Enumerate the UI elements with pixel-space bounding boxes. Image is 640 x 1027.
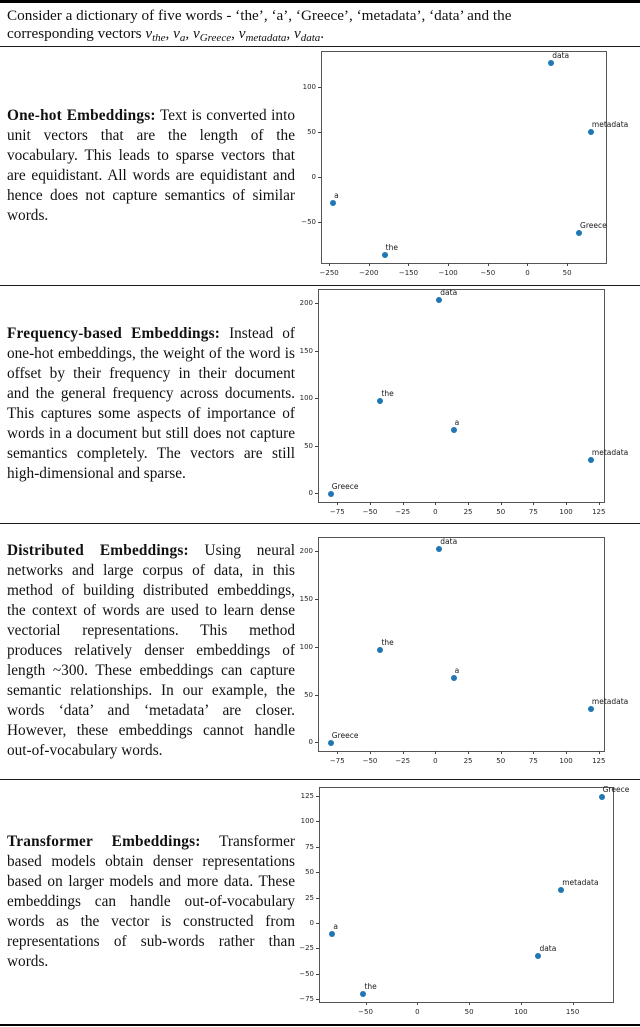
y-tick-label: 200 (299, 299, 313, 308)
x-tick-label: −50 (362, 757, 378, 765)
data-point-label-data: data (440, 288, 458, 298)
y-tick-mark (316, 872, 319, 873)
onehot-section-body: Text is converted into unit vectors that are the length of the vocabulary. This leads to sparse vectors that are equidistant. All words are equidistant and hence does not capture semantics of similar words. (7, 106, 295, 224)
data-point-label-metadata: metadata (591, 120, 629, 130)
scatter-plot-transformer (299, 785, 630, 1016)
x-tick-label: −100 (438, 269, 458, 277)
y-tick-label: 100 (299, 642, 313, 651)
y-tick-mark (318, 132, 321, 133)
distributed-paragraph (7, 541, 295, 761)
x-tick-mark (337, 751, 338, 754)
y-tick-mark (315, 303, 318, 304)
transformer-paragraph (7, 832, 295, 972)
x-tick-label: 125 (592, 508, 606, 516)
scatter-plot-onehot (301, 50, 629, 277)
vector-math-expression: vthe, va, vGreece, vmetadata, vdata. (145, 25, 325, 44)
x-tick-mark (468, 751, 469, 754)
frequency-section-body: Instead of one-hot embeddings, the weight of the word is offset by their frequency in their document and the general frequency across documents. This captures some aspects of importance of words in a document but still does not capture semantics completely. The vectors are still high-dimensional and sparse. (7, 325, 295, 482)
data-point-label-Greece: Greece (331, 731, 359, 741)
data-point-label-data: data (440, 536, 458, 546)
y-tick-mark (316, 847, 319, 848)
x-tick-mark (403, 502, 404, 505)
header-line-1: Consider a dictionary of five words - ‘the’, ‘a’, ‘Greece’, ‘metadata’, ‘data’ and the (7, 7, 512, 24)
data-point-label-metadata: metadata (591, 696, 629, 706)
x-tick-label: −250 (319, 269, 339, 277)
data-point-a (329, 931, 335, 937)
vector-subscript: the (152, 32, 166, 44)
vector-subscript: a (179, 32, 186, 44)
y-tick-mark (315, 398, 318, 399)
y-tick-label: 50 (304, 690, 313, 699)
data-point-label-the: the (381, 637, 394, 647)
x-tick-mark (435, 502, 436, 505)
frequency-section-title: Frequency-based Embeddings: (7, 325, 221, 342)
header-line-2-prefix: corresponding vectors (7, 25, 146, 42)
x-tick-label: 50 (496, 757, 506, 765)
transformer-text-block (0, 780, 302, 1023)
y-tick-mark (315, 551, 318, 552)
vector-symbol: v (145, 25, 153, 42)
header-text (0, 4, 640, 46)
y-tick-mark (316, 948, 319, 949)
x-tick-mark (435, 751, 436, 754)
x-tick-mark (566, 751, 567, 754)
data-point-label-a: a (454, 417, 460, 427)
vector-subscript: data (300, 32, 321, 44)
x-tick-mark (521, 1002, 522, 1005)
y-tick-label: 100 (300, 817, 314, 826)
y-tick-label: 75 (305, 842, 314, 851)
bottom-border (0, 1024, 640, 1026)
data-point-metadata (558, 887, 564, 893)
data-point-data (436, 297, 442, 303)
data-point-label-a: a (334, 190, 339, 200)
x-tick-mark (468, 502, 469, 505)
data-point-the (382, 252, 388, 258)
y-tick-mark (315, 446, 318, 447)
data-point-metadata (588, 129, 594, 135)
y-tick-label: −50 (299, 969, 314, 978)
data-point-Greece (328, 491, 334, 497)
vector-symbol: v (293, 25, 301, 42)
data-point-metadata (588, 457, 594, 463)
x-tick-mark (369, 263, 370, 266)
x-tick-label: 75 (528, 508, 538, 516)
x-tick-mark (501, 751, 502, 754)
data-point-Greece (599, 794, 605, 800)
x-tick-label: 0 (433, 508, 438, 516)
distributed-section-body: Using neural networks and large corpus of data, in this method of building distributed embeddings, the context of words are used to learn dense vectorial representations. This method produces relatively denser embeddings of length ~300. These embeddings can capture semantic relationships. In our example, the words ‘data’ and ‘metadata’ are closer. However, these embeddings cannot handle out-of-vocabulary words. (7, 542, 296, 759)
y-tick-label: −75 (299, 994, 314, 1003)
y-tick-label: 0 (309, 918, 314, 927)
x-tick-mark (533, 751, 534, 754)
x-tick-mark (599, 502, 600, 505)
x-tick-label: −75 (329, 757, 345, 765)
y-tick-mark (316, 796, 319, 797)
data-point-label-a: a (333, 922, 339, 932)
scatter-plot-distributed (299, 536, 629, 765)
y-tick-mark (315, 647, 318, 648)
x-tick-label: 0 (433, 757, 438, 765)
onehot-section-title: One-hot Embeddings: (7, 106, 156, 124)
vector-subscript: metadata (245, 32, 287, 44)
data-point-label-metadata: metadata (591, 448, 629, 458)
vector-subscript: Greece (199, 32, 232, 44)
y-tick-label: 200 (299, 547, 313, 556)
data-point-Greece (328, 740, 334, 746)
vector-symbol: v (173, 25, 180, 42)
data-point-data (535, 953, 541, 959)
data-point-label-data: data (539, 944, 557, 954)
y-tick-mark (316, 821, 319, 822)
x-tick-mark (370, 751, 371, 754)
x-tick-label: −75 (329, 508, 345, 516)
data-point-label-a: a (454, 666, 460, 676)
y-tick-label: −50 (301, 218, 316, 227)
data-point-the (360, 991, 366, 997)
x-tick-mark (408, 263, 409, 266)
y-tick-mark (316, 923, 319, 924)
data-point-the (377, 647, 383, 653)
y-tick-label: 50 (305, 868, 314, 877)
x-tick-label: −50 (358, 1008, 373, 1016)
x-tick-label: 50 (562, 269, 572, 277)
x-tick-mark (329, 263, 330, 266)
data-point-a (330, 200, 336, 206)
x-tick-mark (566, 502, 567, 505)
data-point-data (548, 60, 554, 66)
y-tick-label: −25 (299, 944, 314, 953)
y-tick-label: 50 (307, 128, 316, 137)
x-tick-mark (567, 263, 568, 266)
y-tick-label: 100 (299, 394, 313, 403)
x-tick-mark (501, 502, 502, 505)
x-tick-label: 25 (463, 757, 473, 765)
distributed-section-title: Distributed Embeddings: (7, 542, 189, 559)
x-tick-label: −25 (395, 757, 411, 765)
data-point-label-data: data (552, 50, 570, 60)
x-tick-label: 50 (464, 1008, 474, 1016)
y-tick-label: 0 (308, 489, 313, 498)
data-point-label-the: the (381, 389, 394, 399)
y-tick-mark (315, 742, 318, 743)
data-point-label-Greece: Greece (580, 221, 607, 231)
transformer-section-body: Transformer based models obtain denser representations based on larger models and more data. These embeddings can handle out-of-vocabulary words as the vector is constructed from representations of sub-words rather than words. (7, 832, 295, 970)
x-tick-label: 150 (565, 1008, 580, 1016)
y-tick-label: 50 (304, 441, 313, 450)
x-tick-mark (527, 263, 528, 266)
y-tick-mark (318, 222, 321, 223)
x-tick-label: −50 (480, 269, 496, 277)
x-tick-mark (403, 751, 404, 754)
frequency-paragraph (7, 324, 295, 484)
y-tick-mark (315, 493, 318, 494)
x-tick-label: −200 (359, 269, 379, 277)
x-tick-label: 100 (559, 757, 573, 765)
y-tick-mark (318, 177, 321, 178)
y-tick-label: 150 (299, 346, 313, 355)
x-tick-label: 75 (528, 757, 538, 765)
data-point-label-metadata: metadata (562, 878, 599, 888)
y-tick-mark (316, 898, 319, 899)
x-tick-mark (533, 502, 534, 505)
x-tick-label: −50 (362, 508, 378, 516)
y-tick-label: 100 (302, 83, 316, 92)
top-border (0, 0, 640, 3)
data-point-the (377, 398, 383, 404)
data-point-Greece (576, 230, 582, 236)
x-tick-mark (417, 1002, 418, 1005)
x-tick-mark (469, 1002, 470, 1005)
y-tick-mark (316, 999, 319, 1000)
y-tick-mark (315, 351, 318, 352)
x-tick-label: 100 (559, 508, 573, 516)
x-tick-label: 100 (514, 1008, 528, 1016)
x-tick-mark (370, 502, 371, 505)
transformer-section-title: Transformer Embeddings: (7, 832, 201, 850)
x-tick-label: −150 (398, 269, 419, 277)
y-tick-label: 150 (299, 595, 313, 604)
x-tick-label: 25 (463, 508, 473, 516)
x-tick-mark (599, 751, 600, 754)
frequency-text-block (0, 286, 302, 522)
data-point-metadata (588, 706, 594, 712)
data-point-label-the: the (364, 981, 377, 991)
x-tick-label: 0 (415, 1008, 420, 1016)
y-tick-label: 125 (300, 792, 314, 801)
data-point-a (451, 675, 457, 681)
y-tick-label: 0 (308, 738, 313, 747)
y-tick-mark (315, 599, 318, 600)
y-tick-label: 0 (311, 173, 316, 182)
y-tick-mark (316, 974, 319, 975)
x-tick-mark (573, 1002, 574, 1005)
y-tick-mark (315, 695, 318, 696)
x-tick-label: −25 (395, 508, 411, 516)
x-tick-label: 50 (496, 508, 506, 516)
x-tick-mark (488, 263, 489, 266)
data-point-label-Greece: Greece (331, 482, 359, 492)
scatter-plot-frequency (299, 288, 629, 516)
data-point-label-the: the (385, 242, 398, 252)
onehot-text-block (0, 47, 302, 284)
onehot-paragraph (7, 106, 295, 226)
vector-symbol: v (192, 25, 200, 42)
distributed-text-block (0, 524, 302, 778)
x-tick-mark (337, 502, 338, 505)
header-line-2 (7, 25, 634, 47)
data-point-label-Greece: Greece (602, 785, 630, 795)
data-point-a (451, 427, 457, 433)
x-tick-label: 125 (592, 757, 606, 765)
y-tick-label: 25 (305, 893, 314, 902)
x-tick-mark (448, 263, 449, 266)
vector-symbol: v (238, 25, 246, 42)
x-tick-label: 0 (525, 269, 530, 277)
y-tick-mark (318, 87, 321, 88)
data-point-data (436, 546, 442, 552)
x-tick-mark (366, 1002, 367, 1005)
